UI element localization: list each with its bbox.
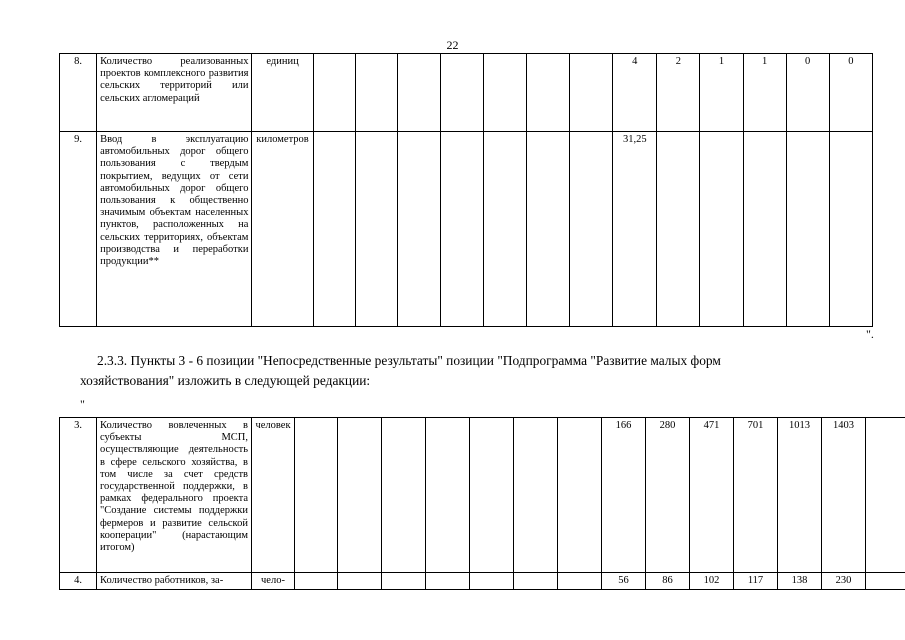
value-cell: 166 [602,418,646,573]
value-cell: 2 [657,54,700,132]
value-cell: 471 [690,418,734,573]
closing-quote: ". [866,327,874,341]
value-cell [829,132,872,327]
opening-quote: " [80,397,85,411]
value-cell: 701 [734,418,778,573]
page-number: 22 [446,38,459,52]
value-cell [470,573,514,590]
value-cell: 1013 [778,418,822,573]
row-number: 8. [60,54,97,132]
value-cell [355,54,397,132]
value-cell [355,132,397,327]
value-cell: 0 [786,54,829,132]
value-cell: 230 [822,573,866,590]
value-cell [483,132,526,327]
value-cell [397,54,440,132]
value-cell [700,132,743,327]
value-cell: 117 [734,573,778,590]
amendment-paragraph-continuation: хозяйствования" изложить в следующей редакции: [80,373,371,388]
row-number: 9. [60,132,97,327]
value-cell [338,418,382,573]
value-cell: 86 [646,573,690,590]
value-cell [570,54,613,132]
value-cell: 31,25 [613,132,657,327]
value-cell [866,573,905,590]
value-cell [426,418,470,573]
indicators-table-2 [59,417,905,590]
value-cell [527,54,570,132]
indicator-name: Ввод в эксплуатацию автомобильных дорог общего пользования с твердым покрытием, ведущих от сети автомобильных дорог общего пользования к общественно значимым объектам населенных пунктов, расположенных на сельских территориях, объектам производства и переработки продукции** [97,132,252,327]
value-cell: 138 [778,573,822,590]
value-cell [527,132,570,327]
value-cell [397,132,440,327]
value-cell: 1 [700,54,743,132]
row-number: 3. [60,418,97,573]
value-cell [295,418,338,573]
value-cell [313,54,355,132]
value-cell [514,573,558,590]
unit-cell: чело- [252,573,295,590]
amendment-paragraph: 2.3.3. Пункты 3 - 6 позиции "Непосредственные результаты" позиции "Подпрограмма "Развитие малых форм [97,353,721,368]
value-cell [570,132,613,327]
value-cell [426,573,470,590]
value-cell [440,54,483,132]
unit-cell: человек [252,418,295,573]
value-cell: 1 [743,54,786,132]
value-cell: 4 [613,54,657,132]
value-cell: 1403 [822,418,866,573]
value-cell: 56 [602,573,646,590]
value-cell: 102 [690,573,734,590]
value-cell [295,573,338,590]
value-cell [440,132,483,327]
value-cell: 280 [646,418,690,573]
value-cell [558,573,602,590]
value-cell [786,132,829,327]
row-number: 4. [60,573,97,590]
indicator-name: Количество вовлеченных в субъекты МСП, осуществляющие деятельность в сфере сельского хозяйства, в том числе за счет средств государственной поддержки, в рамках федерального проекта "Создание системы поддержки фермеров и развитие сельской кооперации" (нарастающим итогом) [97,418,252,573]
value-cell [514,418,558,573]
value-cell [382,573,426,590]
indicator-name: Количество работников, за- [97,573,252,590]
unit-cell: километров [252,132,313,327]
indicator-name: Количество реализованных проектов комплексного развития сельских территорий или сельских агломераций [97,54,252,132]
value-cell [470,418,514,573]
value-cell [313,132,355,327]
table-row [60,132,873,327]
value-cell [558,418,602,573]
value-cell: 0 [829,54,872,132]
table-row [60,54,873,132]
value-cell [338,573,382,590]
table-row [60,418,905,573]
value-cell [483,54,526,132]
indicators-table-1 [59,53,873,327]
value-cell [743,132,786,327]
unit-cell: единиц [252,54,313,132]
value-cell [866,418,905,573]
value-cell [657,132,700,327]
table-row [60,573,905,590]
value-cell [382,418,426,573]
